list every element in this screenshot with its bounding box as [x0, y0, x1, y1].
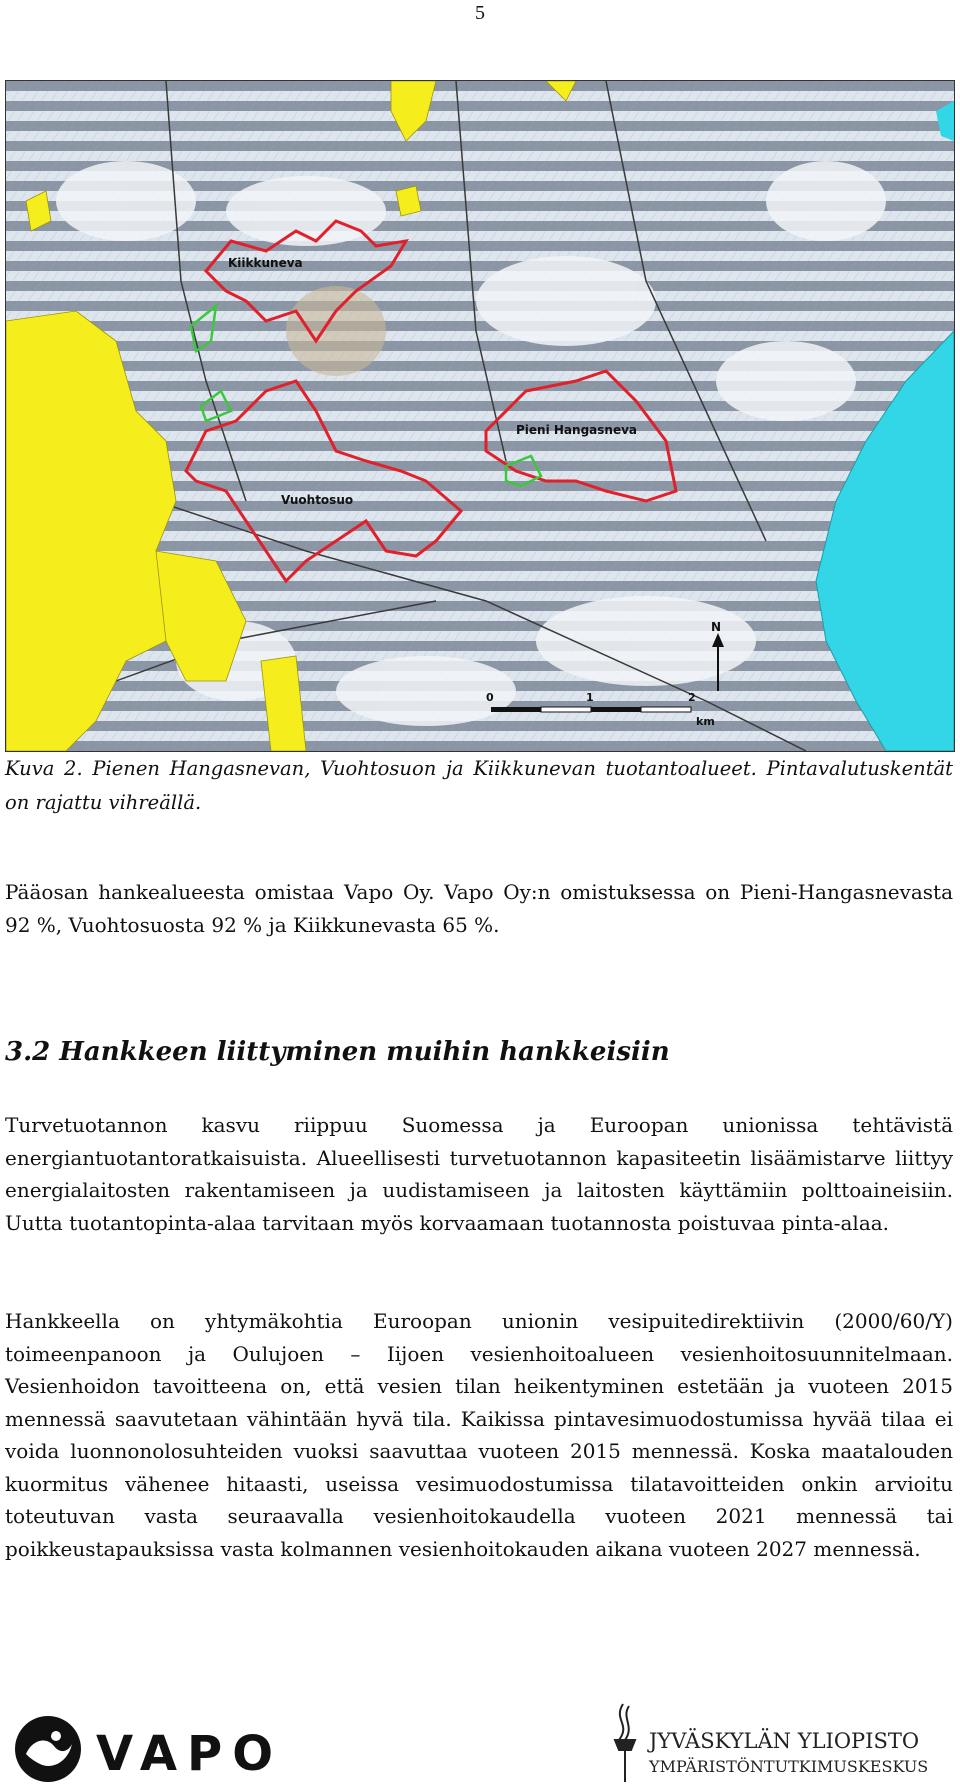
- vapo-logo-text: VAPO: [96, 1726, 284, 1782]
- torch-icon: [615, 1704, 635, 1782]
- map-label-pieni-hangasneva: Pieni Hangasneva: [516, 423, 637, 437]
- paragraph-peat-production: Turvetuotannon kasvu riippuu Suomessa ja Euroopan unionissa tehtävistä energiantuotantoratkaisuista. Alueellisesti turvetuotannon kapasiteetin lisäämistarve liittyy energialaitosten rakentamiseen ja uudistamiseen ja laitosten käyttämiin polttoaineisiin. Uutta tuotantopinta-alaa tarvitaan myös korvaamaan tuotannosta poistuvaa pinta-alaa.: [5, 1113, 953, 1235]
- paragraph-ownership: Pääosan hankealueesta omistaa Vapo Oy. Vapo Oy:n omistuksessa on Pieni-Hangasnevasta 92 %, Vuohtosuosta 92 % ja Kiikkunevasta 65 %.: [5, 880, 953, 937]
- figure-caption: Kuva 2. Pienen Hangasnevan, Vuohtosuon ja Kiikkunevan tuotantoalueet. Pintavalutuskentät on rajattu vihreällä.: [5, 757, 953, 814]
- scale-tick-1: 1: [586, 691, 594, 704]
- page-number: 5: [475, 2, 485, 24]
- paragraph-water-framework: Hankkeella on yhtymäkohtia Euroopan unionin vesipuitedirektiivin (2000/60/Y) toimeenpanoon ja Oulujoen – Iijoen vesienhoitoalueen vesienhoitosuunnitelmaan. Vesienhoidon tavoitteena on, että vesien tilan heikentyminen estetään ja vuoteen 2015 mennessä saavutetaan vähintään hyvä tila. Kaikissa pintavesimuodostumissa hyvää tilaa ei voida luonnonolosuhteiden vuoksi saavuttaa vuoteen 2015 mennessä. Koska maatalouden kuormitus vähenee hitaasti, useissa vesimuodostumissa tilatavoitteiden onkin arvioitu toteutuvan vasta seuraavalla vesienhoitokaudella vuoteen 2021 mennessä tai poikkeustapauksissa vasta kolmannen vesienhoitokauden aikana vuoteen 2027 mennessä.: [5, 1309, 953, 1561]
- vapo-logo: [12, 1712, 302, 1786]
- scale-unit: km: [696, 715, 715, 728]
- map-label-kiikkuneva: Kiikkuneva: [228, 256, 303, 270]
- map-svg: [6, 81, 954, 751]
- map-figure: [5, 80, 955, 752]
- map-label-vuohtosuo: Vuohtosuo: [281, 493, 354, 507]
- gravel-area: [286, 286, 386, 376]
- scale-tick-0: 0: [486, 691, 494, 704]
- section-heading: 3.2 Hankkeen liittyminen muihin hankkeisiin: [5, 1037, 670, 1067]
- jyu-logo: [605, 1700, 945, 1786]
- scale-tick-2: 2: [688, 691, 696, 704]
- jyu-logo-name: JYVÄSKYLÄN YLIOPISTO: [649, 1729, 920, 1753]
- north-label: N: [711, 620, 722, 634]
- jyu-logo-unit: YMPÄRISTÖNTUTKIMUSKESKUS: [649, 1757, 929, 1776]
